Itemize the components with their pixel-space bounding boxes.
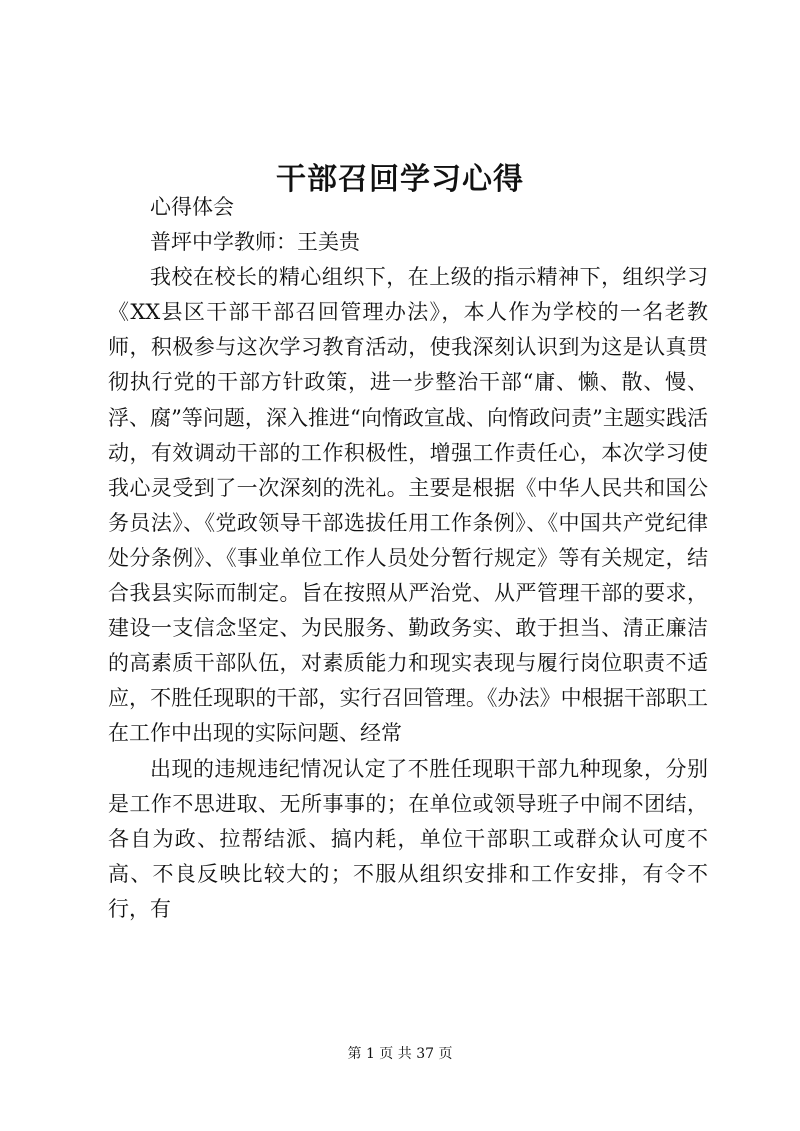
paragraph-main: 我校在校长的精心组织下，在上级的指示精神下，组织学习《XX县区干部干部召回管理办法》，本人作为学校的一名老教师，积极参与这次学习教育活动，使我深刻认识到为这是认真贯彻执行党的干部方针政策，进一步整治干部“庸、懒、散、慢、浮、腐”等问题，深入推进“向惰政宣战、向惰政问责”主题实践活动，有效调动干部的工作积极性，增强工作责任心，本次学习使我心灵受到了一次深刻的洗礼。主要是根据《中华人民共和国公务员法》、《党政领导干部选拔任用工作条例》、《中国共产党纪律处分条例》、《事业单位工作人员处分暂行规定》等有关规定，结合我县实际而制定。旨在按照从严治党、从严管理干部的要求，建设一支信念坚定、为民服务、勤政务实、敢于担当、清正廉洁的高素质干部队伍，对素质能力和现实表现与履行岗位职责不适应，不胜任现职的干部，实行召回管理。《办法》中根据干部职工在工作中出现的实际问题、经常 — [108, 265, 708, 746]
document-body — [108, 190, 708, 927]
paragraph-heading: 心得体会 — [150, 195, 234, 219]
paragraph-continued: 出现的违规违纪情况认定了不胜任现职干部九种现象，分别是工作不思进取、无所事事的；在单位或领导班子中闹不团结，各自为政、拉帮结派、搞内耗，单位干部职工或群众认可度不高、不良反映比较大的；不服从组织安排和工作安排，有令不行，有 — [108, 756, 708, 921]
document-title: 干部召回学习心得 — [276, 162, 524, 198]
page-number-footer: 第 1 页 共 37 页 — [347, 1046, 453, 1062]
paragraph-author: 普坪中学教师：王美贵 — [150, 230, 360, 255]
